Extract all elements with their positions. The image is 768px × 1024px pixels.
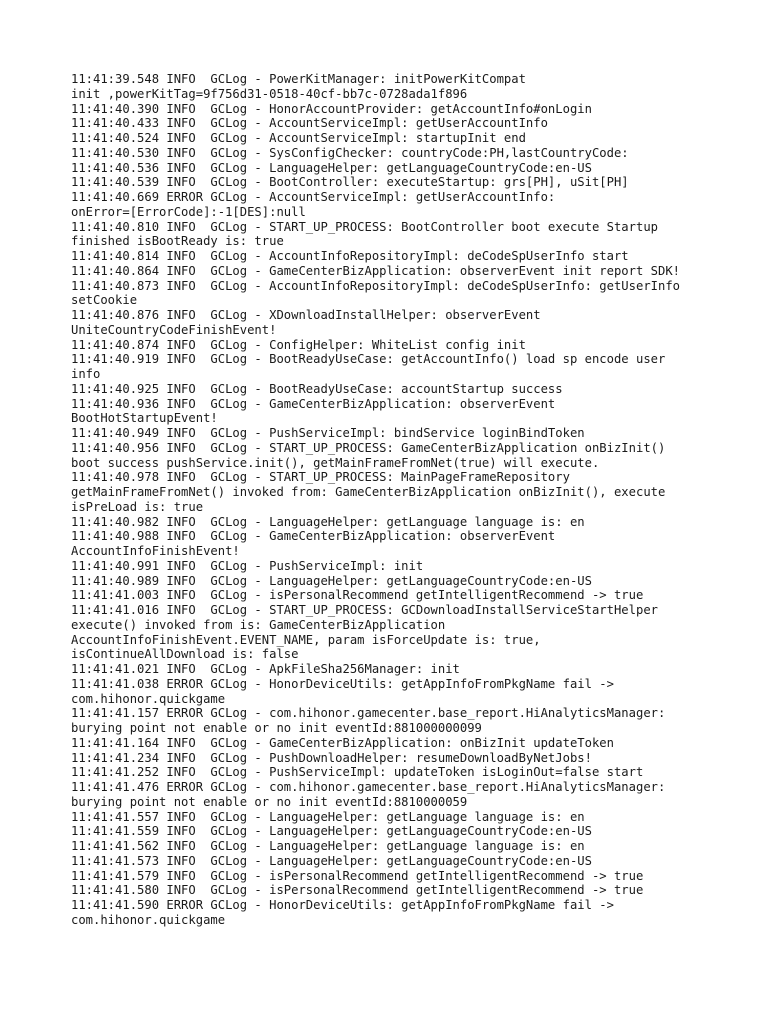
log-entry: 11:41:41.562 INFO GCLog - LanguageHelper: getLanguage language is: en xyxy=(71,839,585,853)
log-entry: 11:41:41.038 ERROR GCLog - HonorDeviceUtils: getAppInfoFromPkgName fail -> com.hihonor.quickgame xyxy=(71,676,614,706)
log-entry: 11:41:40.390 INFO GCLog - HonorAccountProvider: getAccountInfo#onLogin xyxy=(71,101,592,116)
log-entry: 11:41:40.433 INFO GCLog - AccountServiceImpl: getUserAccountInfo xyxy=(71,116,548,131)
log-entry: 11:41:40.988 INFO GCLog - GameCenterBizApplication: observerEvent AccountInfoFinishEvent! xyxy=(71,529,556,558)
log-entry: 11:41:40.949 INFO GCLog - PushServiceImpl: bindService loginBindToken xyxy=(71,426,585,440)
log-entry: 11:41:40.539 INFO GCLog - BootController: executeStartup: grs[PH], uSit[PH] xyxy=(71,175,629,190)
log-entry: 11:41:40.874 INFO GCLog - ConfigHelper: WhiteList config init xyxy=(71,337,526,352)
log-entry: 11:41:41.559 INFO GCLog - LanguageHelper: getLanguageCountryCode:en-US xyxy=(71,824,592,839)
log-entry: 11:41:40.814 INFO GCLog - AccountInfoRepositoryImpl: deCodeSpUserInfo start xyxy=(71,249,629,263)
log-entry: 11:41:40.925 INFO GCLog - BootReadyUseCase: accountStartup success xyxy=(71,381,563,396)
log-entry: 11:41:40.991 INFO GCLog - PushServiceImpl: init xyxy=(71,558,424,573)
log-entry: 11:41:40.919 INFO GCLog - BootReadyUseCase: getAccountInfo() load sp encode user info xyxy=(71,352,666,381)
log-entry: 11:41:40.989 INFO GCLog - LanguageHelper: getLanguageCountryCode:en-US xyxy=(71,573,592,588)
log-entry: 11:41:41.164 INFO GCLog - GameCenterBizApplication: onBizInit updateToken xyxy=(71,735,614,750)
log-entry: 11:41:41.573 INFO GCLog - LanguageHelper: getLanguageCountryCode:en-US xyxy=(71,853,592,868)
log-entry: 11:41:40.956 INFO GCLog - START_UP_PROCESS: GameCenterBizApplication onBizInit() boot success pushService.init(), getMainFrameFromNet(true) will execute. xyxy=(71,440,666,470)
log-entry: 11:41:40.873 INFO GCLog - AccountInfoRepositoryImpl: deCodeSpUserInfo: getUserInfo setCookie xyxy=(71,278,681,308)
log-entry: 11:41:41.157 ERROR GCLog - com.hihonor.gamecenter.base_report.HiAnalyticsManager: burying point not enable or no init eventId:881000000099 xyxy=(71,706,666,735)
log-entry: 11:41:41.580 INFO GCLog - isPersonalRecommend getIntelligentRecommend -> true xyxy=(71,883,644,898)
log-entry: 11:41:41.016 INFO GCLog - START_UP_PROCESS: GCDownloadInstallServiceStartHelper execute() invoked from is: GameCenterBizApplication AccountInfoFinishEvent.EVENT_NAME, param isForceUpdate is: true, isContinueAllDownload is: false xyxy=(71,603,658,662)
log-entry: 11:41:41.003 INFO GCLog - isPersonalRecommend getIntelligentRecommend -> true xyxy=(71,588,644,603)
log-entry: 11:41:40.530 INFO GCLog - SysConfigChecker: countryCode:PH,lastCountryCode: xyxy=(71,145,629,160)
log-entry: 11:41:41.476 ERROR GCLog - com.hihonor.gamecenter.base_report.HiAnalyticsManager: burying point not enable or no init eventId:8810000059 xyxy=(71,780,666,809)
log-output xyxy=(71,72,731,928)
log-entry: 11:41:41.590 ERROR GCLog - HonorDeviceUtils: getAppInfoFromPkgName fail -> com.hihonor.quickgame xyxy=(71,898,614,927)
log-entry: 11:41:41.021 INFO GCLog - ApkFileSha256Manager: init xyxy=(71,662,460,676)
log-entry: 11:41:40.810 INFO GCLog - START_UP_PROCESS: BootController boot execute Startup finished isBootReady is: true xyxy=(71,219,658,249)
log-entry: 11:41:40.978 INFO GCLog - START_UP_PROCESS: MainPageFrameRepository getMainFrameFromNet() invoked from: GameCenterBizApplication onBizInit(), execute isPreLoad is: true xyxy=(71,470,666,514)
document-page xyxy=(71,72,731,928)
log-entry: 11:41:40.936 INFO GCLog - GameCenterBizApplication: observerEvent BootHotStartupEvent! xyxy=(71,396,556,426)
log-entry: 11:41:41.252 INFO GCLog - PushServiceImpl: updateToken isLoginOut=false start xyxy=(71,765,644,780)
log-entry: 11:41:39.548 INFO GCLog - PowerKitManager: initPowerKitCompat init ,powerKitTag=9f756d31-0518-40cf-bb7c-0728ada1f896 xyxy=(71,72,526,101)
log-entry: 11:41:41.579 INFO GCLog - isPersonalRecommend getIntelligentRecommend -> true xyxy=(71,868,644,883)
log-entry: 11:41:41.234 INFO GCLog - PushDownloadHelper: resumeDownloadByNetJobs! xyxy=(71,750,592,765)
log-entry: 11:41:40.982 INFO GCLog - LanguageHelper: getLanguage language is: en xyxy=(71,514,585,529)
log-entry: 11:41:40.524 INFO GCLog - AccountServiceImpl: startupInit end xyxy=(71,131,526,145)
log-entry: 11:41:40.536 INFO GCLog - LanguageHelper: getLanguageCountryCode:en-US xyxy=(71,160,592,175)
log-entry: 11:41:40.669 ERROR GCLog - AccountServiceImpl: getUserAccountInfo: onError=[ErrorCode]:-1[DES]:null xyxy=(71,190,556,219)
log-entry: 11:41:41.557 INFO GCLog - LanguageHelper: getLanguage language is: en xyxy=(71,809,585,824)
log-entry: 11:41:40.864 INFO GCLog - GameCenterBizApplication: observerEvent init report SDK! xyxy=(71,263,681,278)
log-entry: 11:41:40.876 INFO GCLog - XDownloadInstallHelper: observerEvent UniteCountryCodeFinishEvent! xyxy=(71,308,541,337)
